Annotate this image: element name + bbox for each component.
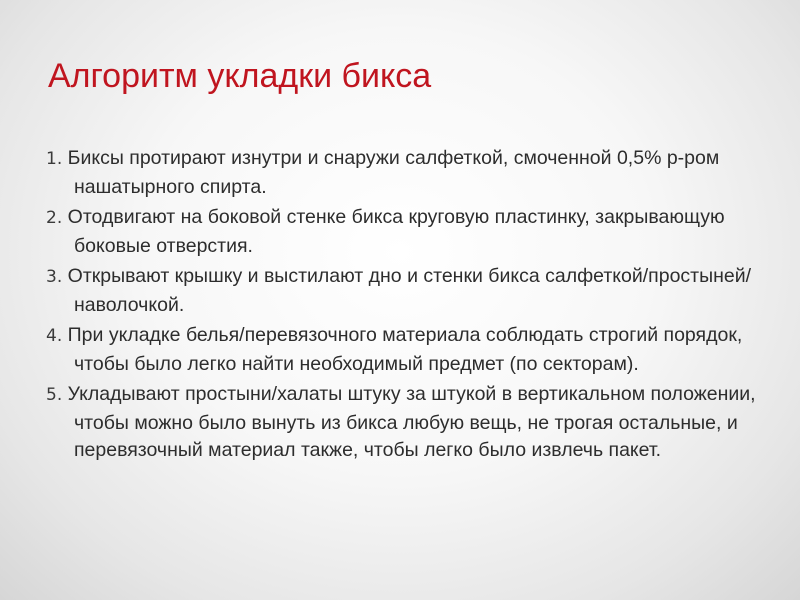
list-item-number: 4. xyxy=(46,326,63,346)
list-item-number: 1. xyxy=(46,149,63,169)
list-item xyxy=(46,381,766,465)
list-item-number: 2. xyxy=(46,208,63,228)
list-item-text: Отодвигают на боковой стенке бикса круговую пластинку, закрывающую боковые отверстия. xyxy=(67,206,725,257)
slide-title: Алгоритм укладки бикса xyxy=(48,57,432,95)
list-item-number: 5. xyxy=(46,385,63,405)
list-item-text: При укладке белья/перевязочного материала соблюдать строгий порядок, чтобы было легко найти необходимый предмет (по секторам). xyxy=(67,324,743,375)
list-item xyxy=(46,145,766,201)
algorithm-list xyxy=(46,145,766,468)
list-item-text: Биксы протирают изнутри и снаружи салфеткой, смоченной 0,5% р-ром нашатырного спирта. xyxy=(67,147,720,198)
list-item xyxy=(46,322,766,378)
list-item-text: Укладывают простыни/халаты штуку за штукой в вертикальном положении, чтобы можно было вынуть из бикса любую вещь, не трогая остальные, и перевязочный материал также, чтобы легко было извлечь пакет. xyxy=(67,383,756,461)
list-item xyxy=(46,204,766,260)
list-item-number: 3. xyxy=(46,267,63,287)
list-item xyxy=(46,263,766,319)
list-item-text: Открывают крышку и выстилают дно и стенки бикса салфеткой/простыней/наволочкой. xyxy=(67,265,752,316)
